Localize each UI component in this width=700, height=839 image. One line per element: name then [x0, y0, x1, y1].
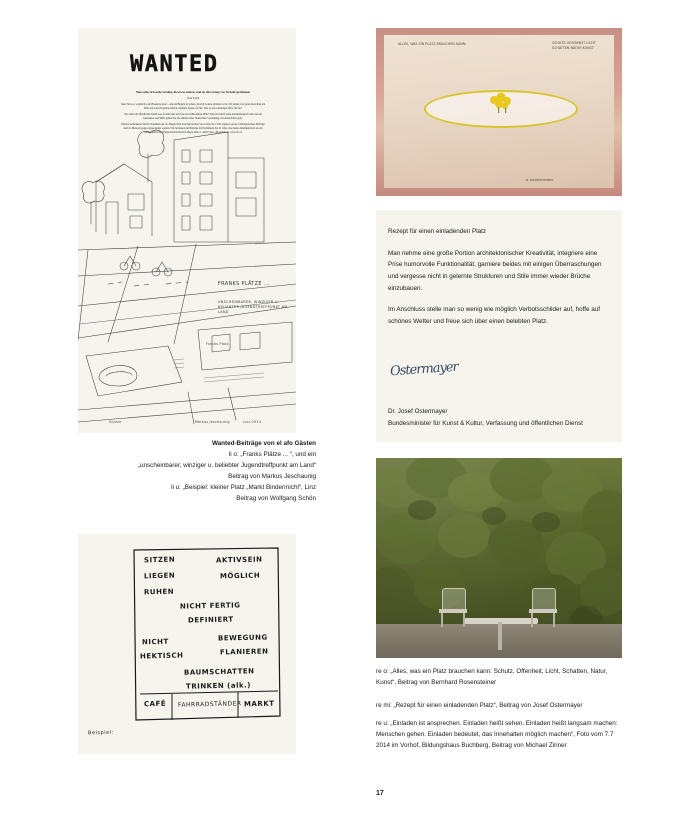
sketch-note-place-year: Linz 2014: [243, 420, 262, 424]
recipe-title: Rezept für einen einladenden Platz: [388, 228, 487, 235]
diagram-word-trinken: TRINKEN (alk.): [185, 681, 252, 691]
diagram-word-baumschatten: BAUMSCHATTEN: [183, 667, 255, 677]
caption-ostermayer: re mi: „Rezept für einen einladenden Platz“, Beitrag von Josef Ostermayer: [376, 702, 583, 709]
diagram-word-markt: MARKT: [243, 699, 275, 709]
recipe-text-block: [388, 226, 612, 337]
diagram-word-sitzen: SITZEN: [143, 555, 176, 565]
recipe-body-2: Im Anschluss stelle man so wenig wie möglich Verbotsschilder auf, hoffe auf schönes Wetter und freue sich über einen belebten Platz.: [388, 306, 600, 325]
recipe-body-1: Man nehme eine große Portion architektonischer Kreativität, integriere eine Prise humorvolle Funktionalität, garniere beides mit einigen Überraschungen und vergesse nicht in gelernte Strukturen und Stile immer wieder Brüche einzubauen.: [388, 249, 602, 292]
image-text-top-left: ALLES, WAS EIN PLATZ BRAUCHEN KANN:: [398, 42, 467, 46]
wanted-line-3: Jeder Stria so vergleich, jede Baustelle Izeal – und am Beginn ist selten, jeh sich Lokale entlarten wird. Oft jemals von guten Absichten am Ende ein etwas Ergebnis zurück. Deshalb fragen wir Sie: Was ist ein rentabelger Platz für Sie?: [120, 102, 266, 110]
wanted-line-5: Weitere/sicherheren Sie Ihr Statement der afo Hagen Platt und überreichen Sie es bitte bis 15.09. signiert an uns. Umfangreichere Beiträge sind als Material gegen angestanden werden. Wir bedanken die Beiträge im Nachhinein Sie 21 Jahre alte Kunst-Jubiläumsbuch als ein Architekturform Oberösterreich, Herbert-Bayer-Platz 1, 4020 Linz, office@afo.at, www.afo.at: [121, 123, 265, 135]
diagram-word-aktivsein: AKTIVSEIN: [215, 555, 263, 565]
diagram-word-moeglich: MÖGLICH: [219, 571, 261, 581]
caption-wanted-headline: Wanted-Beiträge von el afo Gästen: [211, 440, 316, 447]
caption-zinner: re u: „Einladen ist ansprechen. Einladen heißt sehen. Einladen heißt langsam machen: Menschen gehen. Einladen bedeutet, das Innehalten möglich machen“, Foto vom 7.7 2014 im Vorhof, Bildungshaus Buchberg, Beitrag von Michael Zinner: [376, 720, 618, 750]
caption-wanted-line-5: Beitrag von Wolfgang Schön: [236, 495, 316, 503]
image-text-signature: B. ROSENSTEINER: [526, 178, 554, 182]
diagram-word-ruhen: RUHEN: [143, 587, 175, 597]
page-number: 17: [376, 790, 384, 797]
chair-leg: [463, 613, 465, 627]
wanted-title: WANTED: [130, 52, 219, 77]
diagram-word-hektisch: HEKTISCH: [139, 651, 184, 661]
recipe-signature: Ostermayer: [389, 359, 459, 380]
diagram-word-nicht: NICHT: [141, 637, 169, 647]
recipe-signer-block: [388, 406, 583, 429]
diagram-word-nicht-fertig: NICHT FERTIG: [179, 601, 241, 611]
sketch-note-franks-platze: FRANKS PLÄTZE ...: [218, 281, 270, 287]
caption-wanted-beitraege: [96, 438, 316, 504]
table-leg: [498, 622, 502, 650]
diagram-word-flanieren: FLANIEREN: [219, 647, 269, 657]
handwritten-diagram-image: [78, 534, 296, 754]
caption-rosensteiner: re o: „Alles, was ein Platz brauchen kann: Schutz, Offenheit, Licht, Schatten, Natur, Kunst“, Beitrag von Bernhard Rosensteiner: [376, 668, 608, 687]
chair-right: [528, 588, 558, 628]
sketch-note-author: Markus Jeschaunig: [195, 420, 230, 424]
image-text-top-right: SCHUTZ OFFENHEIT LICHT SCHATTEN NATUR KUNST: [552, 41, 596, 50]
recipe-document-image: [376, 210, 622, 442]
sketch-note-jugendtreffpunkt: UNSCHEINBARER, WINZIGER U. BELIEBTER JUGENDTREFFPUNKT AM LAND: [218, 300, 288, 314]
recipe-signer-role: Bundesminister für Kunst & Kultur, Verfassung und öffentlichen Dienst: [388, 419, 583, 427]
chair-leg: [553, 613, 555, 627]
wanted-line-1: Man sollte sich mehr Straßen, die etwas anderes sind als die Lösung von Verkehrsproblemen: [135, 90, 251, 94]
caption-wanted-line-3: Beitrag von Markus Jeschaunig: [228, 473, 316, 481]
chair-leg: [531, 613, 533, 627]
diagram-word-liegen: LIEGEN: [143, 571, 176, 581]
diagram-frame: [78, 534, 296, 754]
street-sketch-drawing: [78, 124, 296, 433]
diagram-word-fahrradstaender: FAHRRADSTÄNDER: [177, 700, 242, 709]
sketch-note-skizze: Skizze: [109, 420, 122, 424]
chair-left: [438, 588, 468, 628]
diagram-word-cafe: CAFÉ: [143, 699, 167, 709]
caption-wanted-line-1: li o: „Franks Plätze ... “, und ein: [228, 451, 316, 459]
chair-leg: [441, 613, 443, 627]
wanted-line-2: Josef Frank: [186, 96, 200, 100]
rosensteiner-drawing-image: [376, 28, 622, 196]
diagram-footnote: Beispiel:: [87, 729, 114, 737]
diagram-word-bewegung: BEWEGUNG: [217, 633, 268, 643]
sketch-note-franks-platz: Franks Platz: [206, 342, 229, 346]
flower-icon: [486, 90, 516, 114]
caption-wanted-line-2: „unscheinbarer, winziger u. beliebter Jugendtreffpunkt am Land“: [137, 462, 316, 470]
recipe-signer-name: Dr. Josef Ostermayer: [388, 408, 448, 415]
wanted-line-4: Wie sieht ein öffentlicher Raum aus, in dem man sich frei und willkommen fühlt? Wieviel bedarf seine Anziehungskraft und was ein Gestaltetes auf? Bitte gehen Sie uns anhand einer Skizze Ihre Vorstellung von einem Platz preis.: [124, 113, 262, 121]
courtyard-photo-image: [376, 458, 622, 658]
caption-wanted-line-4: li u: „Beispiel: kleiner Platz „Markt Bindermichl“, Linz: [171, 484, 316, 492]
diagram-word-definiert: DEFINIERT: [187, 615, 234, 625]
wanted-poster-image: [78, 28, 296, 433]
